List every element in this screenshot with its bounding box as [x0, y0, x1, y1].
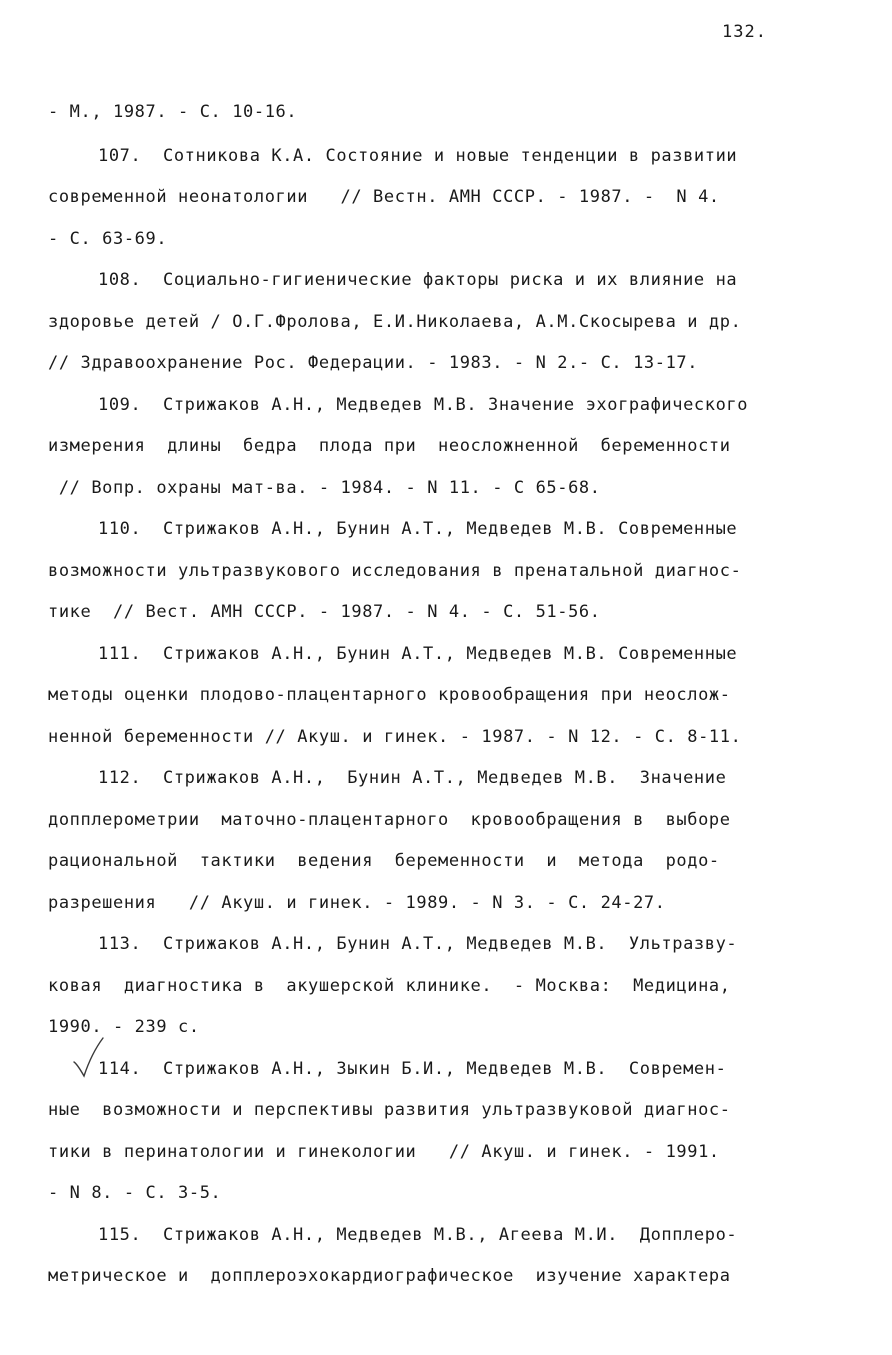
text-line: ненной беременности // Акуш. и гинек. - 1987. - N 12. - С. 8-11.	[48, 727, 742, 747]
reference-113-line: 113. Стрижаков А.Н., Бунин А.Т., Медведев М.В. Ультразву-	[98, 934, 738, 954]
text-line: ные возможности и перспективы развития ультразвуковой диагнос-	[48, 1100, 731, 1120]
text-line: - С. 63-69.	[48, 229, 168, 249]
text-line: разрешения // Акуш. и гинек. - 1989. - N 3. - С. 24-27.	[48, 893, 666, 913]
text-line: современной неонатологии // Вестн. АМН СССР. - 1987. - N 4.	[48, 187, 720, 207]
reference-111-line: 111. Стрижаков А.Н., Бунин А.Т., Медведев М.В. Современные	[98, 644, 738, 664]
text-line: измерения длины бедра плода при неосложненной беременности	[48, 436, 731, 456]
reference-112-line: 112. Стрижаков А.Н., Бунин А.Т., Медведев М.В. Значение	[98, 768, 727, 788]
reference-109-line: 109. Стрижаков А.Н., Медведев М.В. Значение эхографического	[98, 395, 749, 415]
text-line: - N 8. - С. 3-5.	[48, 1183, 222, 1203]
text-line: // Вопр. охраны мат-ва. - 1984. - N 11. - С 65-68.	[48, 478, 601, 498]
text-line: здоровье детей / О.Г.Фролова, Е.И.Николаева, А.М.Скосырева и др.	[48, 312, 742, 332]
text-line: методы оценки плодово-плацентарного кровообращения при неослож-	[48, 685, 731, 705]
text-line: допплерометрии маточно-плацентарного кровообращения в выборе	[48, 810, 731, 830]
reference-110-line: 110. Стрижаков А.Н., Бунин А.Т., Медведев М.В. Современные	[98, 519, 738, 539]
reference-108-line: 108. Социально-гигиенические факторы риска и их влияние на	[98, 270, 738, 290]
text-line: ковая диагностика в акушерской клинике. - Москва: Медицина,	[48, 976, 731, 996]
reference-115-line: 115. Стрижаков А.Н., Медведев М.В., Агеева М.И. Допплеро-	[98, 1225, 738, 1245]
text-line: // Здравоохранение Рос. Федерации. - 1983. - N 2.- С. 13-17.	[48, 353, 699, 373]
text-line: метрическое и допплероэхокардиографическое изучение характера	[48, 1266, 731, 1286]
text-line: 1990. - 239 с.	[48, 1017, 200, 1037]
text-line: тики в перинатологии и гинекологии // Акуш. и гинек. - 1991.	[48, 1142, 720, 1162]
reference-114-line: 114. Стрижаков А.Н., Зыкин Б.И., Медведев М.В. Современ-	[98, 1059, 727, 1079]
text-line: - М., 1987. - С. 10-16.	[48, 102, 298, 122]
page-number: 132.	[722, 22, 767, 42]
text-line: рациональной тактики ведения беременности и метода родо-	[48, 851, 720, 871]
reference-107-line: 107. Сотникова К.А. Состояние и новые тенденции в развитии	[98, 146, 738, 166]
text-line: возможности ультразвукового исследования в пренатальной диагнос-	[48, 561, 742, 581]
text-line: тике // Вест. АМН СССР. - 1987. - N 4. - С. 51-56.	[48, 602, 601, 622]
